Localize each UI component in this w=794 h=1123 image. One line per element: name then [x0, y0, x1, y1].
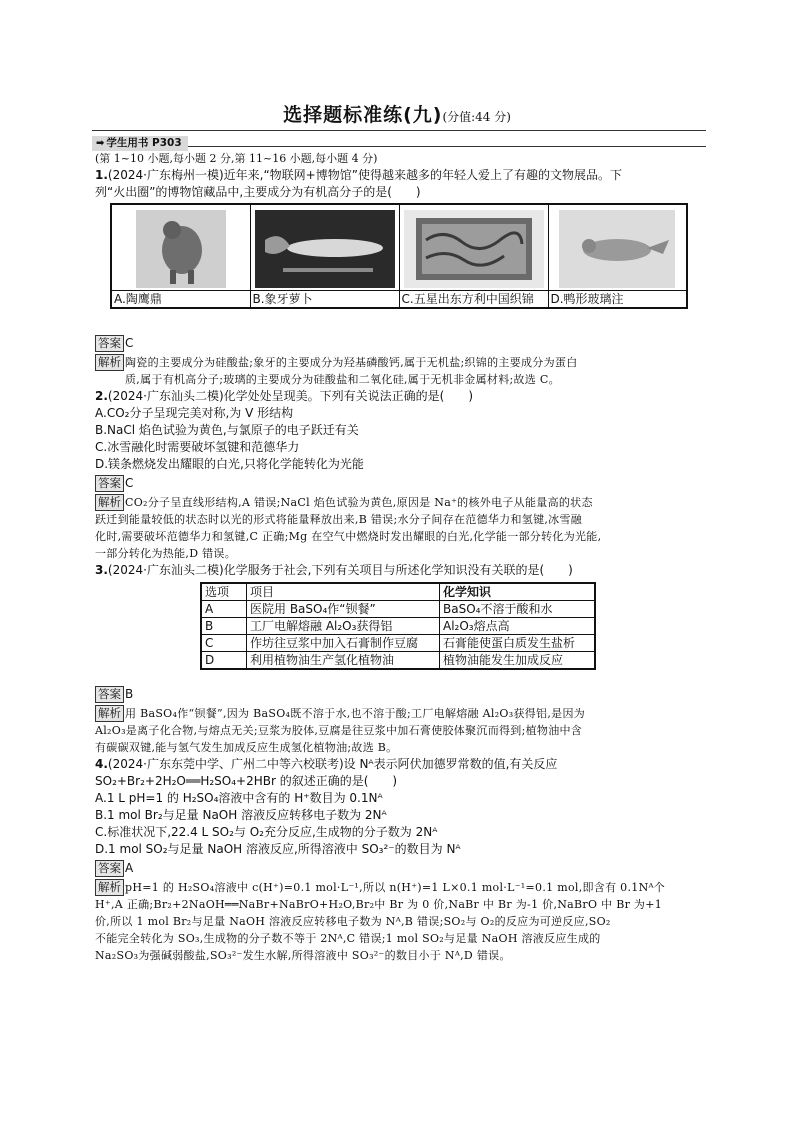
q2-number: 2.: [95, 389, 108, 403]
book-ref-text: 学生用书 P303: [106, 137, 182, 149]
q1-image-table: [110, 203, 688, 309]
q3-cell: D: [201, 652, 247, 670]
q2-answer: [95, 475, 705, 492]
q3-explain-line: 用 BaSO₄作“钡餐”,因为 BaSO₄既不溶于水,也不溶于酸;工厂电解熔融 Al₂O₃获得铝,是因为: [125, 707, 586, 720]
q1-option-d-label: D.鸭形玻璃注: [549, 290, 687, 307]
q4-option-a: A.1 L pH=1 的 H₂SO₄溶液中含有的 H⁺数目为 0.1Nᴬ: [95, 791, 383, 805]
q2-explain-continued: [95, 511, 705, 562]
answer-badge: 答案: [95, 335, 124, 352]
q2-explain-line: 跃迁到能量较低的状态时以光的形式将能量释放出来,B 错误;水分子间存在范德华力和氢键,冰雪融: [95, 513, 583, 526]
q4-explain: [95, 879, 705, 896]
q3-table-header: [201, 583, 595, 601]
q3-number: 3.: [95, 563, 108, 577]
book-ref-bar: [92, 130, 706, 147]
q2-explain-line: 化时,需要破坏范德华力和氢键,C 正确;Mg 在空气中燃烧时发出耀眼的白光,化学能一部分转化为光能,: [95, 530, 602, 543]
explain-badge: 解析: [95, 705, 124, 722]
q1-option-c: [400, 205, 549, 307]
answer-badge: 答案: [95, 686, 124, 703]
q3-explain-continued: [95, 722, 705, 756]
q3-header-cell: 选项: [201, 583, 247, 601]
arrow-icon: ➡: [96, 138, 105, 149]
q1-option-b: [251, 205, 400, 307]
answer-badge: 答案: [95, 475, 124, 492]
q4-stem-text: (2024·广东东莞中学、广州二中等六校联考)设 Nᴬ表示阿伏加德罗常数的值,有关反应: [107, 757, 558, 771]
q3-explain: [95, 705, 705, 722]
q3-cell: A: [201, 601, 247, 618]
ivory-radish-image: [255, 208, 395, 290]
q4-explain-line: 不能完全转化为 SO₃,生成物的分子数不等于 2Nᴬ,C 错误;1 mol SO₂与足量 NaOH 溶液反应生成的: [95, 932, 601, 945]
q3-cell: 石膏能使蛋白质发生盐析: [440, 635, 596, 652]
q1-option-d: [549, 205, 687, 307]
explain-badge: 解析: [95, 494, 124, 511]
q2-stem-text: (2024·广东汕头二模)化学处处呈现美。下列有关说法正确的是( ): [107, 389, 474, 403]
q3-cell: 利用植物油生产氢化植物油: [247, 652, 440, 670]
q3-answer: [95, 686, 705, 703]
q3-answer-value: B: [125, 687, 134, 701]
table-row: [201, 635, 595, 652]
q4-explain-line: H⁺,A 正确;Br₂+2NaOH══NaBr+NaBrO+H₂O,Br₂中 Br 为 0 价,NaBr 中 Br 为-1 价,NaBrO 中 Br 为+1: [95, 898, 663, 911]
q4-number: 4.: [95, 757, 108, 771]
q2-option-b: B.NaCl 焰色试验为黄色,与氯原子的电子跃迁有关: [95, 423, 359, 437]
q1-option-c-label: C.五星出东方利中国织锦: [400, 290, 548, 307]
brocade-icon: [404, 210, 544, 288]
q3-explain-line: 有碳碳双键,能与氢气发生加成反应生成氢化植物油;故选 B。: [95, 741, 398, 754]
q4-stem-line1: [95, 756, 705, 773]
q2-option-c: C.冰雪融化时需要破坏氢键和范德华力: [95, 440, 300, 454]
q1-stem-line2: 列“火出圈”的博物馆藏品中,主要成分为有机高分子的是( ): [95, 185, 421, 199]
q3-cell: 工厂电解熔融 Al₂O₃获得铝: [247, 618, 440, 635]
answer-badge: 答案: [95, 860, 124, 877]
q1-stem-line1: [95, 167, 705, 184]
q4-answer: [95, 860, 705, 877]
q3-stem-text: (2024·广东汕头二模)化学服务于社会,下列有关项目与所述化学知识没有关联的是( ): [107, 563, 573, 577]
q4-option-d: D.1 mol SO₂与足量 NaOH 溶液反应,所得溶液中 SO₃²⁻的数目为 Nᴬ: [95, 842, 461, 856]
eagle-tripod-image: [116, 208, 246, 290]
q3-explain-text: [125, 705, 585, 722]
q1-explain-text: [125, 354, 578, 388]
q2-option-a: A.CO₂分子呈现完美对称,为 V 形结构: [95, 406, 294, 420]
instructions: (第 1~10 小题,每小题 2 分,第 11~16 小题,每小题 4 分): [95, 152, 378, 165]
q3-table: [200, 582, 596, 670]
table-row: [201, 652, 595, 670]
q3-cell: 植物油能发生加成反应: [440, 652, 596, 670]
q3-explain-line: Al₂O₃是离子化合物,与熔点无关;豆浆为胶体,豆腐是往豆浆中加石膏使胶体聚沉而得到;植物油中含: [95, 724, 583, 737]
q2-explain: [95, 494, 705, 511]
q4-option-c: C.标准状况下,22.4 L SO₂与 O₂充分反应,生成物的分子数为 2Nᴬ: [95, 825, 438, 839]
q2-explain-line: 一部分转化为热能,D 错误。: [95, 547, 237, 560]
table-row: [201, 601, 595, 618]
explain-badge: 解析: [95, 879, 124, 896]
q1-explain-line: 陶瓷的主要成分为硅酸盐;象牙的主要成分为羟基磷酸钙,属于无机盐;织锦的主要成分为蛋白: [125, 356, 578, 369]
ivory-radish-icon: [255, 210, 395, 288]
q4-option-b: B.1 mol Br₂与足量 NaOH 溶液反应转移电子数为 2Nᴬ: [95, 808, 387, 822]
q2-option-d: D.镁条燃烧发出耀眼的白光,只将化学能转化为光能: [95, 457, 364, 471]
q2-answer-value: C: [125, 476, 134, 490]
content: [95, 150, 705, 964]
q4-explain-line: pH=1 的 H₂SO₄溶液中 c(H⁺)=0.1 mol·L⁻¹,所以 n(H⁺)=1 L×0.1 mol·L⁻¹=0.1 mol,即含有 0.1Nᴬ个: [125, 881, 666, 894]
q1-option-a-label: A.陶鹰鼎: [112, 290, 250, 307]
q4-explain-line: Na₂SO₃为强碱弱酸盐,SO₃²⁻发生水解,所得溶液中 SO₃²⁻的数目小于 Nᴬ,D 错误。: [95, 949, 511, 962]
q4-answer-value: A: [125, 861, 134, 875]
q1-stem-text: (2024·广东梅州一模)近年来,“物联网+博物馆”使得越来越多的年轻人爱上了有趣的文物展品。下: [107, 168, 622, 182]
eagle-tripod-icon: [136, 210, 226, 288]
q4-stem-line2: SO₂+Br₂+2H₂O══H₂SO₄+2HBr 的叙述正确的是( ): [95, 774, 398, 788]
q4-explain-text: [125, 879, 665, 896]
q3-stem: [95, 562, 705, 579]
table-row: [201, 618, 595, 635]
q3-cell: Al₂O₃熔点高: [440, 618, 596, 635]
q3-cell: B: [201, 618, 247, 635]
q2-explain-line: CO₂分子呈直线形结构,A 错误;NaCl 焰色试验为黄色,原因是 Na⁺的核外电子从能量高的状态: [125, 496, 593, 509]
explain-badge: 解析: [95, 354, 124, 371]
q3-cell: BaSO₄不溶于酸和水: [440, 601, 596, 618]
q3-cell: 医院用 BaSO₄作“钡餐”: [247, 601, 440, 618]
q1-answer-value: C: [125, 336, 134, 350]
q1-option-a: [112, 205, 251, 307]
q2-explain-text: [125, 494, 593, 511]
q1-explain: [95, 354, 705, 388]
q1-number: 1.: [95, 168, 108, 182]
title-main: 选择题标准练(九): [283, 104, 443, 126]
q3-cell: 作坊往豆浆中加入石膏制作豆腐: [247, 635, 440, 652]
q4-explain-line: 价,所以 1 mol Br₂与足量 NaOH 溶液反应转移电子数为 Nᴬ,B 错误;SO₂与 O₂的反应为可逆反应,SO₂: [95, 915, 611, 928]
q4-explain-continued: [95, 896, 705, 964]
duck-glass-image: [553, 208, 683, 290]
page-title: [0, 100, 794, 127]
q3-header-cell: 化学知识: [440, 583, 596, 601]
brocade-image: [404, 208, 544, 290]
duck-glass-icon: [559, 210, 675, 288]
q2-stem: [95, 388, 705, 405]
q3-cell: C: [201, 635, 247, 652]
title-score: (分值:44 分): [442, 110, 511, 124]
q1-explain-line: 质,属于有机高分子;玻璃的主要成分为硅酸盐和二氧化硅,属于无机非金属材料;故选 C。: [125, 373, 560, 386]
q1-answer: [95, 335, 705, 352]
q1-option-b-label: B.象牙萝卜: [251, 290, 399, 307]
book-ref-tag: [92, 136, 188, 151]
q3-header-cell: 项目: [247, 583, 440, 601]
